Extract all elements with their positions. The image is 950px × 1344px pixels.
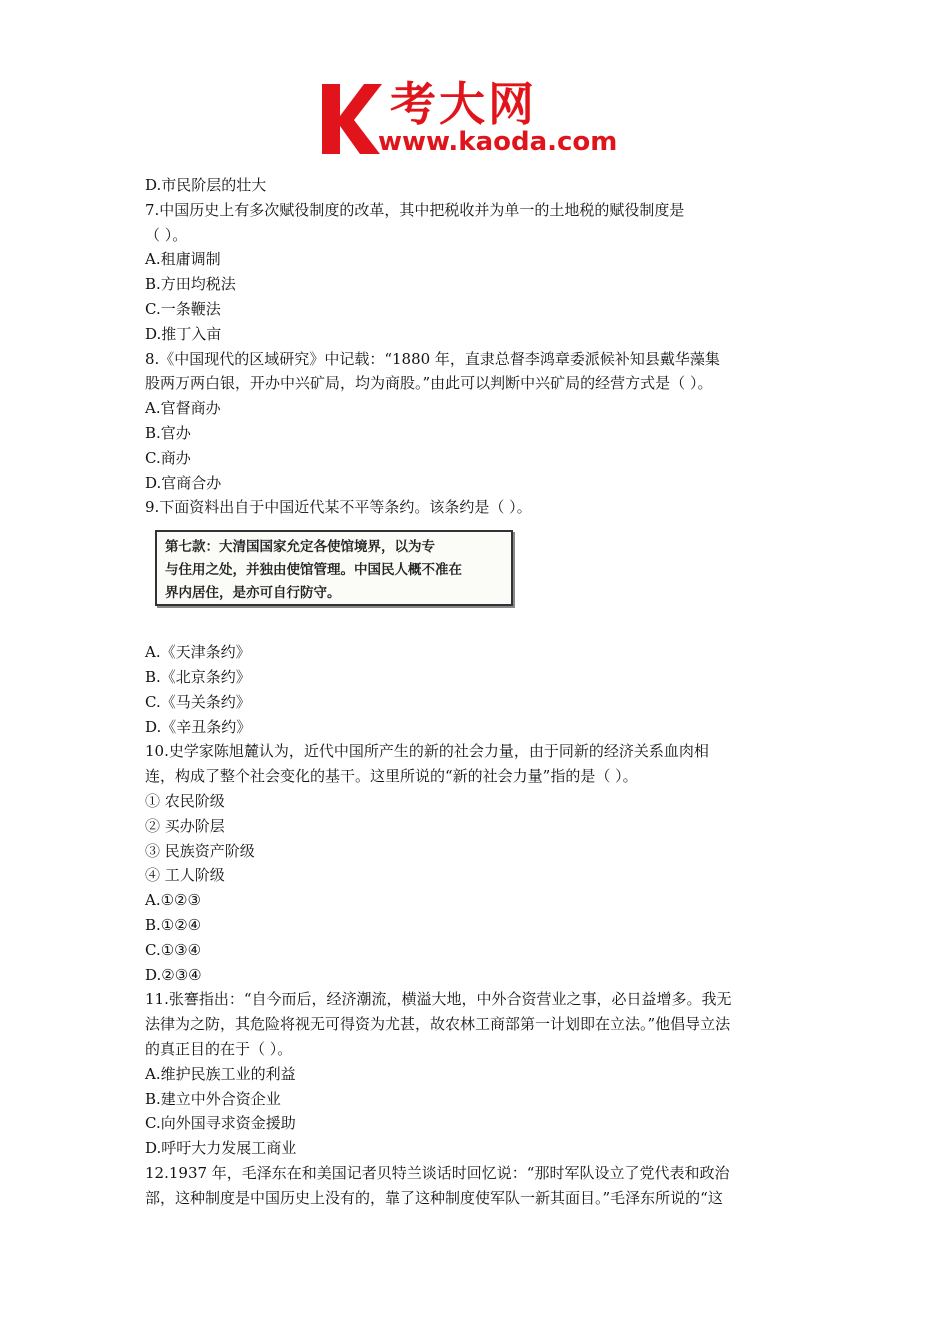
text-line: A.《天津条约》 [145, 643, 251, 662]
text-line: A.维护民族工业的利益 [145, 1064, 296, 1083]
text-line: D.呼吁大力发展工商业 [145, 1139, 297, 1158]
text-line: A.①②③ [145, 891, 201, 910]
k-logo-icon [318, 82, 384, 156]
text-line: C.①③④ [145, 940, 202, 959]
treaty-excerpt-line: 界内居住，是亦可自行防守。 [165, 585, 341, 602]
logo-brand-url: www.kaoda.com [378, 127, 618, 157]
text-line: 股两万两白银，开办中兴矿局，均为商股。”由此可以判断中兴矿局的经营方式是（ ）。 [145, 374, 713, 393]
text-line: C.向外国寻求资金援助 [145, 1114, 296, 1133]
text-line: 部，这种制度是中国历史上没有的，靠了这种制度使军队一新其面目。”毛泽东所说的“这 [145, 1188, 723, 1207]
text-line: D.市民阶层的壮大 [145, 176, 267, 194]
text-line: 法律为之防，其危险将视无可得资为尤甚，故农林工商部第一计划即在立法。”他倡导立法 [145, 1015, 731, 1034]
text-line: 7.中国历史上有多次赋役制度的改革，其中把税收并为单一的土地税的赋役制度是 [145, 200, 685, 219]
text-line: D.官商合办 [145, 473, 222, 492]
text-line: D.推丁入亩 [145, 324, 222, 343]
text-line: 12.1937 年，毛泽东在和美国记者贝特兰谈话时回忆说：“那时军队设立了党代表和政治 [145, 1163, 730, 1182]
text-line: B.《北京条约》 [145, 667, 251, 686]
text-line: B.建立中外合资企业 [145, 1089, 281, 1108]
kaoda-logo [318, 78, 640, 162]
text-line: 连，构成了整个社会变化的基干。这里所说的“新的社会力量”指的是（ ）。 [145, 767, 638, 786]
text-line: 11.张謇指出：“自今而后，经济潮流，横溢大地，中外合资营业之事，必日益增多。我无 [145, 990, 732, 1009]
text-line: D.②③④ [145, 965, 202, 984]
text-line: ② 买办阶层 [145, 816, 225, 835]
text-line: B.①②④ [145, 915, 202, 934]
text-line: ③ 民族资产阶级 [145, 841, 255, 860]
text-line: ④ 工人阶级 [145, 866, 225, 885]
text-line: B.官办 [145, 423, 191, 442]
text-line: A.官督商办 [145, 399, 221, 418]
text-line: C.《马关条约》 [145, 692, 251, 711]
text-line: 9.下面资料出自于中国近代某不平等条约。该条约是（ ）。 [145, 498, 532, 517]
questions-9-12 [145, 640, 805, 1210]
treaty-excerpt-box [155, 530, 513, 606]
text-line: C.商办 [145, 448, 191, 467]
text-line: D.《辛丑条约》 [145, 717, 252, 736]
text-line: ① 农民阶级 [145, 791, 225, 810]
questions-7-9 [145, 173, 805, 520]
treaty-excerpt-line: 第七款：大清国国家允定各使馆境界，以为专 [165, 539, 435, 556]
text-line: A.租庸调制 [145, 250, 221, 269]
text-line: C.一条鞭法 [145, 299, 221, 318]
text-line: 8.《中国现代的区域研究》中记载：“1880 年，直隶总督李鸿章委派候补知县戴华藻集 [145, 349, 720, 368]
text-line: （ ）。 [145, 225, 188, 244]
question-content [145, 173, 805, 1210]
logo-brand-name: 考大网 [390, 77, 537, 131]
treaty-excerpt-line: 与住用之处，并独由使馆管理。中国民人概不准在 [165, 562, 462, 579]
text-line: 的真正目的在于（ ）。 [145, 1039, 293, 1058]
text-line: B.方田均税法 [145, 275, 236, 294]
text-line: 10.史学家陈旭麓认为，近代中国所产生的新的社会力量，由于同新的经济关系血肉相 [145, 742, 709, 761]
